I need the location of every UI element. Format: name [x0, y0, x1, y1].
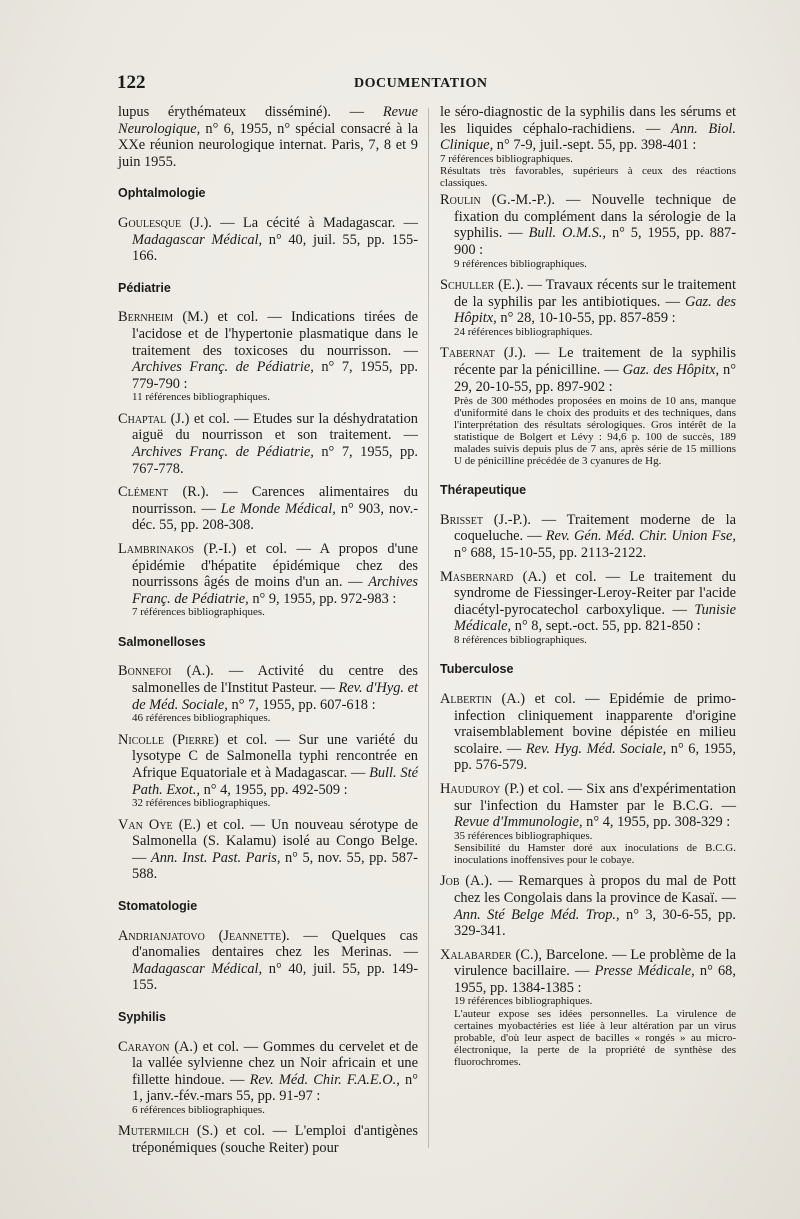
right-column [440, 104, 736, 1075]
entry-journal: Rev. Hyg. Méd. Sociale, [525, 740, 667, 757]
entry-details: n° 7, 1955, pp. 779-790 : [132, 359, 418, 392]
bibliography-entry [118, 1123, 418, 1156]
entry-title: et col. — Six ans d'expérimentation sur l'infection du Hamster par le B.C.G. — [454, 781, 736, 814]
section-heading: Tuberculose [440, 662, 514, 677]
entry-details: n° 8, sept.-oct. 55, pp. 821-850 : [514, 618, 701, 635]
running-head: DOCUMENTATION [354, 76, 488, 91]
entry-title: et col. — A propos d'une épidémie d'hépatite épidémique chez des nourrissons âgés de moins d'un an. — [132, 540, 418, 591]
reference-count: 6 références bibliographiques. [132, 1103, 265, 1116]
section-heading: Stomatologie [118, 898, 198, 913]
reference-count: 11 références bibliographiques. [132, 391, 270, 404]
entry-details: n° 68, 1955, pp. 1384-1385 : [454, 963, 736, 996]
reference-count: 24 références bibliographiques. [454, 325, 593, 338]
bibliography-entry [440, 512, 736, 562]
entry-details: n° 5, 1955, pp. 887-900 : [454, 225, 736, 259]
entry-title: — La cécité à Madagascar. — [220, 214, 418, 231]
entry-author: Schuller (E.). [440, 277, 524, 294]
entry-details: n° 4, 1955, pp. 492-509 : [203, 781, 348, 798]
bibliography-entry [440, 691, 736, 774]
entry-journal: Archives Franç. de Pédiatrie, [132, 444, 314, 460]
right-sections [440, 482, 736, 1068]
entry-author: Masbernard (A.) [440, 568, 547, 585]
reference-count: 19 références bibliographiques. [454, 995, 593, 1008]
entry-details: n° 903, nov.-déc. 55, pp. 208-308. [132, 500, 418, 534]
entry-details: n° 9, 1955, pp. 972-983 : [252, 590, 397, 607]
bibliography-entry [118, 663, 418, 724]
entry-journal: Madagascar Médical, [132, 960, 263, 977]
entry-journal: Tunisie Médicale, [454, 601, 736, 635]
right-entries-top [440, 192, 736, 467]
entry-details: n° 7, 1955, pp. 607-618 : [231, 696, 376, 713]
entry-title: et col. — Un nouveau sérotype de Salmonella (S. Kalamu) isolé au Congo Belge. — [132, 816, 418, 866]
entry-journal: Bull. Sté Path. Exot., [132, 764, 418, 798]
entry-title: — Remarques à propos du mal de Pott chez les Congolais dans la province de Kasaï. — [454, 873, 736, 906]
entry-details: n° 29, 20-10-55, pp. 897-902 : [454, 362, 736, 395]
bibliography-entry [118, 484, 418, 534]
reference-count: 8 références bibliographiques. [454, 633, 587, 646]
entry-author: Mutermilch (S.) [118, 1123, 219, 1140]
entry-title: et col. — Le traitement du syndrome de Fiessinger-Leroy-Reiter par l'acide diacétyl-pyrocatechol carboxylique. — [454, 568, 736, 618]
entry-title: et col. — Gommes du cervelet et de la vallée sylvienne chez un Noir africain et une fillette hindoue. — [132, 1038, 418, 1088]
entry-journal: Gaz. des Hôpitx, [622, 362, 720, 379]
entry-journal: Archives Franç. de Pédiatrie, [132, 574, 418, 607]
bibliography-entry [118, 215, 418, 265]
entry-journal: Le Monde Médical, [220, 500, 336, 517]
entry-author: Tabernat (J.). [440, 345, 527, 362]
entry-details: n° 1, janv.-fév.-mars 55, pp. 91-97 : [132, 1071, 418, 1105]
entry-details: n° 4, 1955, pp. 308-329 : [586, 814, 731, 831]
entry-title: — Traitement moderne de la coqueluche. — [454, 511, 736, 545]
abstract-note: Sensibilité du Hamster doré aux inoculations de B.C.G. inoculations inoffensives pour le cobaye. [454, 842, 736, 867]
section-heading: Pédiatrie [118, 280, 171, 295]
entry-author: Roulin (G.-M.-P.). [440, 192, 555, 209]
section-heading: Salmonelloses [118, 634, 206, 649]
entry-title: et col. — Indications tirées de l'acidose et de l'hypertonie plasmatique dans le traitement des toxicoses du nourrisson. — [132, 309, 418, 359]
bibliography-entry [118, 309, 418, 403]
bibliography-entry [440, 569, 736, 647]
entry-journal: Archives Franç. de Pédiatrie, [132, 359, 314, 376]
entry-author: Clément (R.). [118, 484, 209, 501]
continued-entry: le séro-diagnostic de la syphilis dans les sérums et les liquides céphalo-rachidiens. — Ann. Biol. Clinique, n° 7-9, juil.-sept. 55, pp. 398-401 : 7 références bibliographiques. Résultats très favorables, supérieurs à ceux des réactions classiques. [440, 104, 736, 190]
entry-journal: Bull. O.M.S., [528, 225, 607, 242]
reference-count: 7 références bibliographiques. [440, 152, 573, 165]
entry-author: Xalabarder (C.), [440, 946, 542, 963]
entry-title: — Travaux récents sur le traitement de la syphilis par les antibiotiques. — [454, 277, 736, 310]
entry-journal: Madagascar Médical, [132, 231, 263, 248]
entry-title: et col. — Etudes sur la déshydratation aiguë du nourrisson et son traitement. — [132, 410, 418, 444]
reference-count: 9 références bibliographiques. [454, 257, 587, 270]
entry-title: — Quelques cas d'anomalies dentaires chez les Merinas. — [132, 927, 418, 961]
entry-journal: Rev. Gén. Méd. Chir. Union Fse, [545, 528, 736, 545]
entry-details: n° 40, juil. 55, pp. 149-155. [132, 960, 418, 994]
section-heading: Thérapeutique [440, 483, 527, 498]
abstract-note: Près de 300 méthodes proposées en moins de 10 ans, manque d'uniformité dans le choix des produits et des techniques, dans l'interprétation des résultats sérologiques. Gros intérêt de la statistique de Bolgert et Lévy : 94,6 p. 100 de succès, 189 malades suivis depuis plus de 7 ans, après série de 15 millions U de pénicilline précédée de 3 cyanures de Hg. [454, 395, 736, 468]
entry-details: n° 28, 10-10-55, pp. 857-859 : [500, 310, 676, 327]
left-column [118, 104, 418, 1164]
bibliography-entry [440, 192, 736, 270]
reference-count: 7 références bibliographiques. [132, 606, 265, 619]
bibliography-entry [440, 947, 736, 1068]
entry-author: Albertin (A.) [440, 691, 526, 708]
entry-author: Bernheim (M.) [118, 309, 209, 326]
bibliography-entry [440, 873, 736, 939]
entry-title: — Carences alimentaires du nourrisson. — [132, 484, 418, 517]
bibliography-entry [118, 541, 418, 619]
entry-title: et col. — Sur une variété du lysotype C de Salmonella typhi rencontrée en Afrique Equatoriale et à Madagascar. — [132, 731, 418, 781]
entry-author: Van Oye (E.) [118, 816, 201, 833]
bibliography-entry [118, 817, 418, 883]
continued-entry: lupus érythémateux disséminé). — Revue Neurologique, n° 6, 1955, n° spécial consacré à la XXe réunion neurologique internat. Paris, 7, 8 et 9 juin 1955. [118, 104, 418, 170]
entry-journal: Gaz. des Hôpitx, [454, 293, 736, 327]
entry-author: Nicolle (Pierre) [118, 731, 219, 748]
entry-author: Brisset (J.-P.). [440, 511, 531, 528]
bibliography-entry [440, 781, 736, 866]
entry-journal: Revue d'Immunologie, [454, 814, 583, 831]
page-number: 122 [117, 72, 146, 93]
entry-details: n° 5, nov. 55, pp. 587-588. [132, 849, 418, 883]
page-header [117, 72, 737, 100]
reference-count: 46 références bibliographiques. [132, 712, 271, 725]
entry-journal: Presse Médicale, [594, 963, 695, 980]
entry-title: — Activité du centre des salmonelles de l'Institut Pasteur. — [132, 663, 418, 697]
reference-count: 35 références bibliographiques. [454, 829, 593, 842]
section-heading: Ophtalmologie [118, 186, 206, 201]
reference-count: 32 références bibliographiques. [132, 797, 271, 810]
abstract-note: L'auteur expose ses idées personnelles. La virulence de certaines myobactéries est liée à leur altération par un virus probable, d'où leur aspect de bacilles « rongés » au micro-électronique, la perte de la propriété de synthèse des fluorochromes. [454, 1007, 736, 1068]
entry-title: et col. — Epidémie de primo-infection cliniquement inapparente d'origine vraisemblablement bovine dépistée en milieu scolaire. — [454, 691, 736, 757]
entry-title: et col. — L'emploi d'antigènes tréponémiques (souche Reiter) pour [132, 1123, 418, 1156]
entry-author: Bonnefoi (A.). [118, 663, 214, 680]
entry-title: — Le traitement de la syphilis récente par la pénicilline. — [454, 345, 736, 379]
entry-author: Lambrinakos (P.-I.) [118, 540, 237, 557]
entry-author: Goulesque (J.). [118, 214, 212, 231]
entry-title: Barcelone. — Le problème de la virulence bacillaire. — [454, 946, 737, 980]
entry-details: n° 7, 1955, pp. 767-778. [132, 444, 418, 477]
entry-journal: Rev. Méd. Chir. F.A.E.O., [249, 1071, 400, 1088]
entry-journal: Ann. Inst. Past. Paris, [150, 849, 281, 866]
entry-author: Carayon (A.) [118, 1038, 198, 1055]
entry-details: n° 40, juil. 55, pp. 155-166. [132, 231, 418, 265]
entry-details: n° 3, 30-6-55, pp. 329-341. [454, 906, 736, 940]
left-sections [118, 185, 418, 1156]
bibliography-entry [118, 732, 418, 810]
bibliography-entry [118, 928, 418, 994]
entry-journal: Ann. Sté Belge Méd. Trop., [454, 906, 620, 923]
entry-author: Andrianjatovo (Jeannette). [118, 927, 290, 944]
bibliography-entry [440, 345, 736, 467]
entry-author: Job (A.). [440, 873, 493, 890]
abstract-note: Résultats très favorables, supérieurs à ceux des réactions classiques. [440, 165, 736, 190]
section-heading: Syphilis [118, 1009, 166, 1024]
entry-title: — Nouvelle technique de fixation du complément dans la sérologie de la syphilis. — [454, 192, 736, 242]
bibliography-entry [118, 411, 418, 477]
entry-author: Hauduroy (P.) [440, 781, 525, 798]
entry-details: n° 688, 15-10-55, pp. 2113-2122. [454, 545, 647, 561]
entry-journal: Rev. d'Hyg. et de Méd. Sociale, [132, 680, 418, 713]
column-divider [428, 108, 429, 1148]
bibliography-entry [118, 1039, 418, 1117]
entry-details: n° 6, 1955, pp. 576-579. [454, 740, 736, 774]
entry-author: Chaptal (J.) [118, 410, 190, 427]
bibliography-entry [440, 277, 736, 338]
